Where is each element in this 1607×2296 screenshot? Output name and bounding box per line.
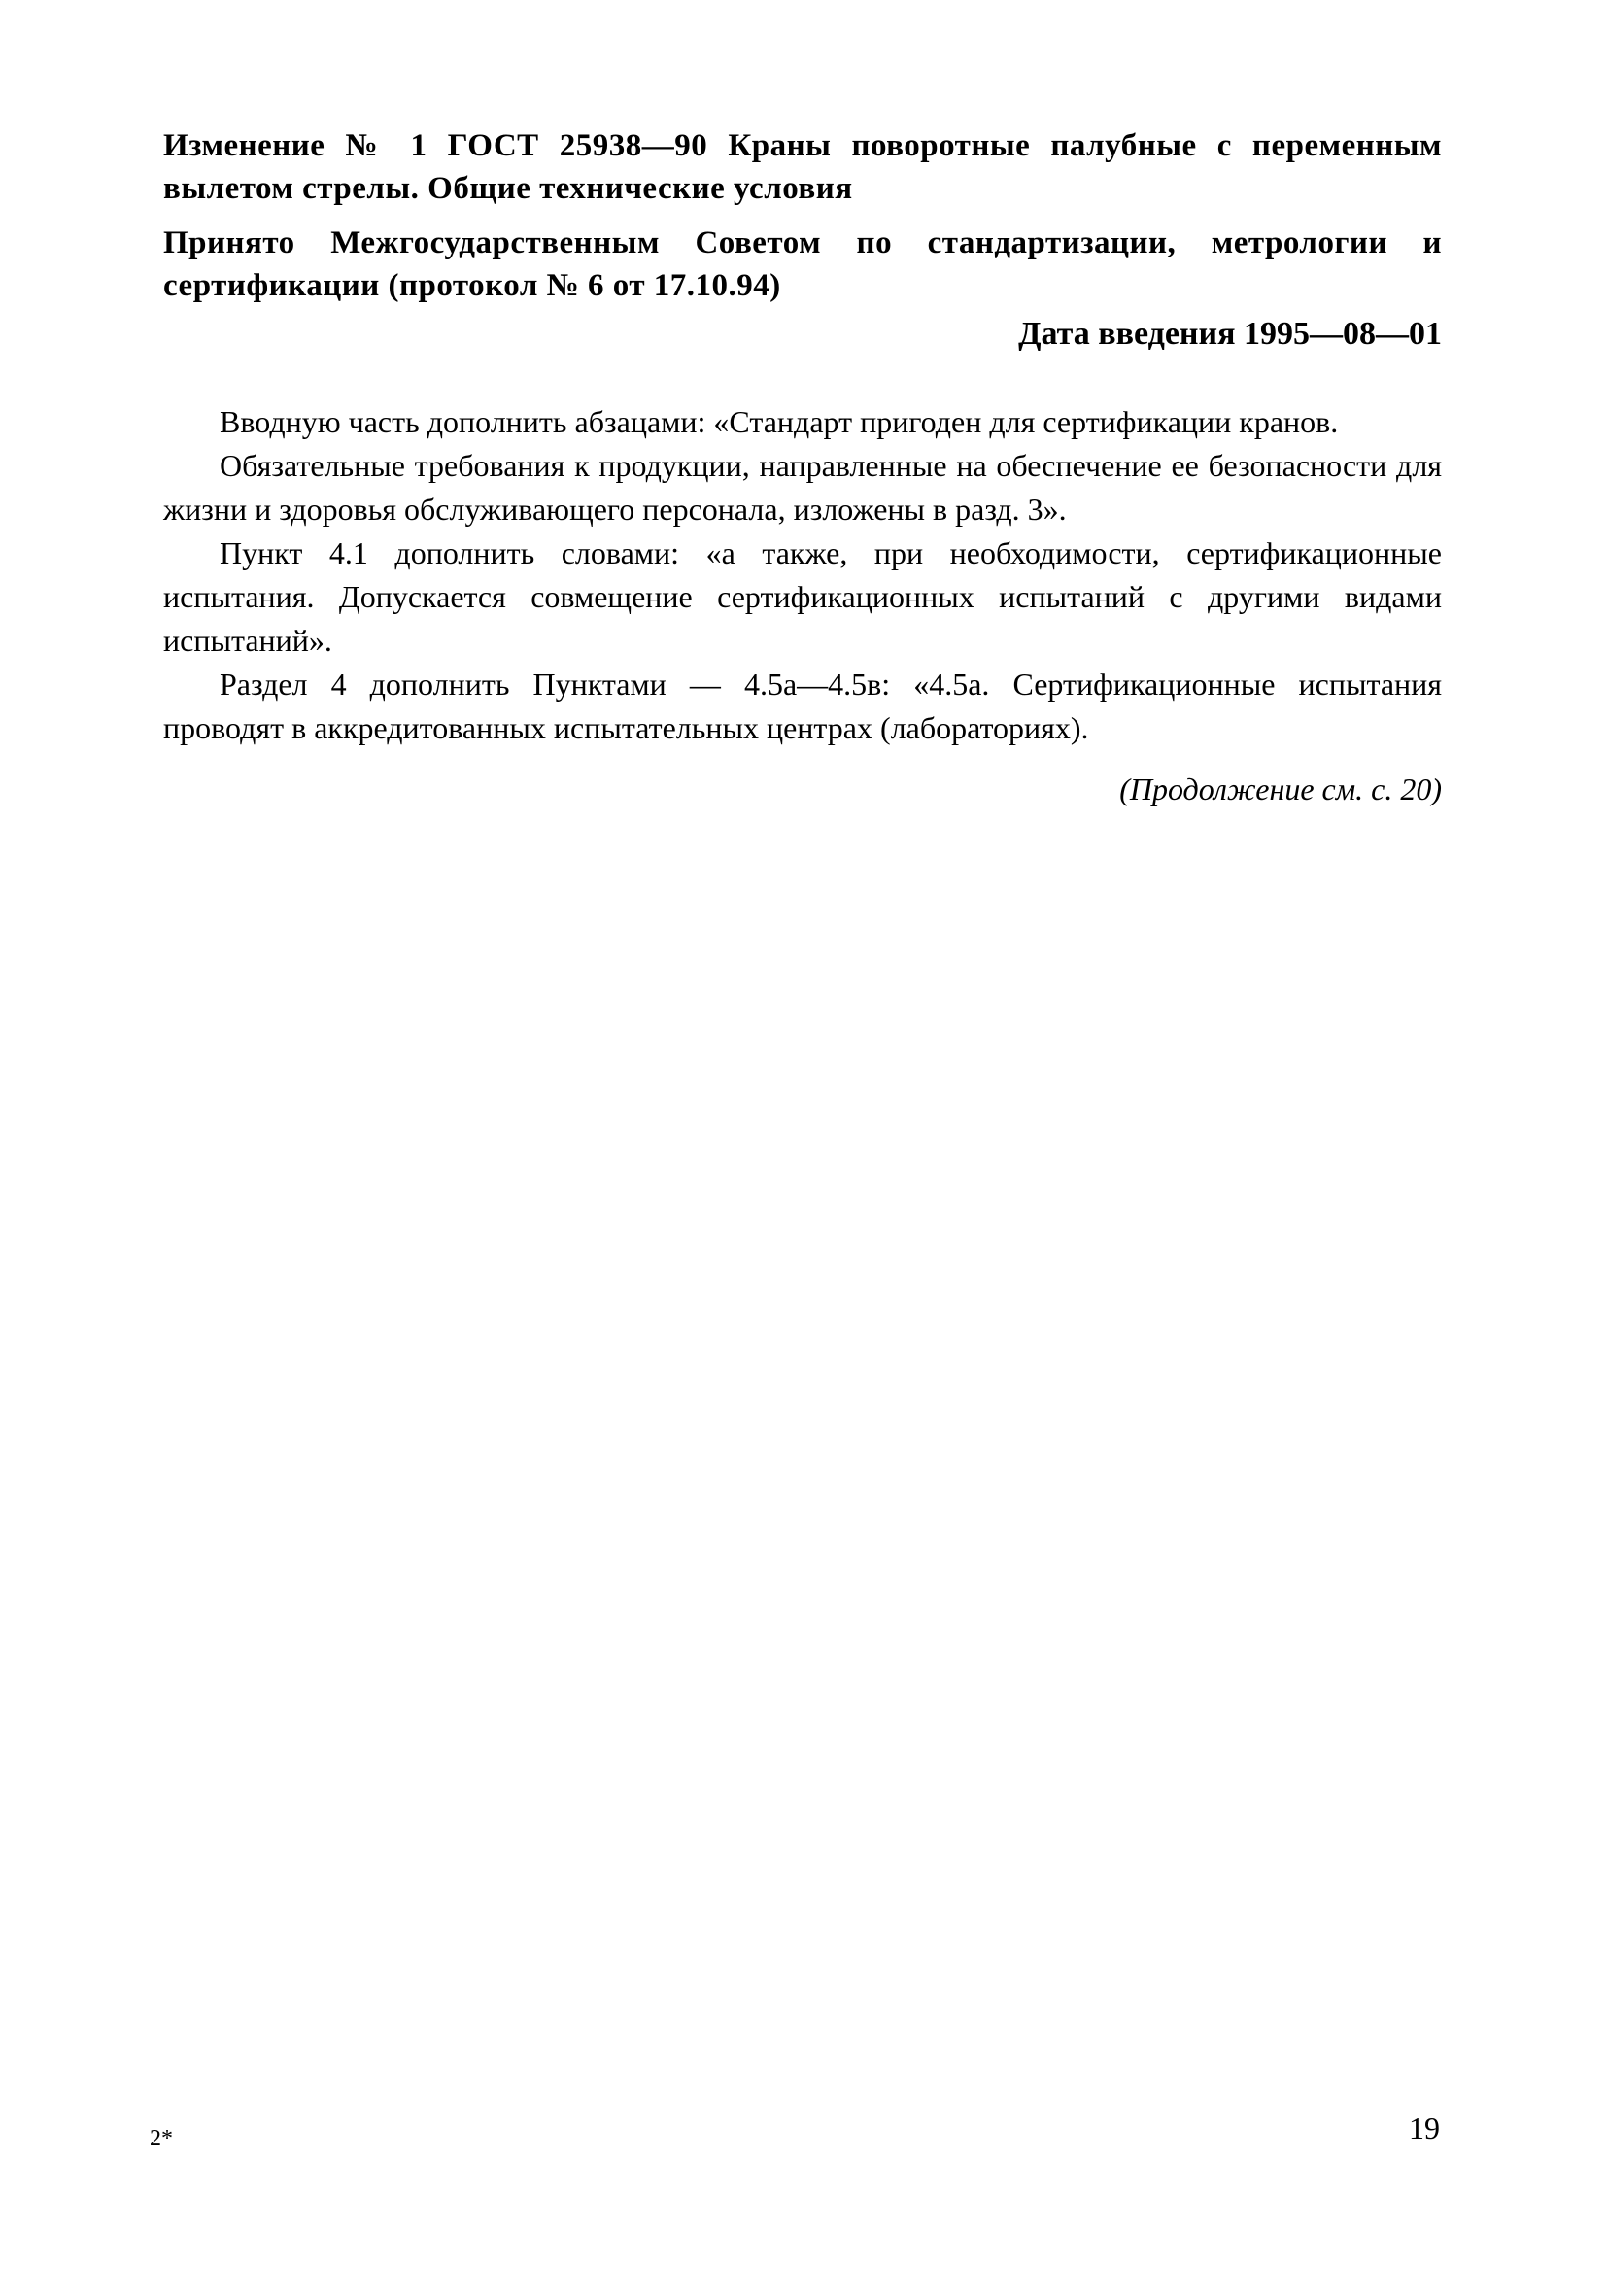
body-paragraph: Вводную часть дополнить абзацами: «Стандарт пригоден для сертификации кранов. (220, 404, 1339, 439)
acceptance-statement: Принято Межгосударственным Советом по стандартизации, метрологии и сертификации (протокол № 6 от 17.10.94) (163, 225, 1442, 303)
body-paragraph: Пункт 4.1 дополнить словами: «а также, при необходимости, сертификационные испытания. Допускается совмещение сертификационных испытаний с другими видами испытаний». (163, 535, 1442, 658)
page-content (163, 124, 1442, 807)
signature-mark: 2* (150, 2126, 173, 2151)
body-paragraph: Обязательные требования к продукции, направленные на обеспечение ее безопасности для жизни и здоровья обслуживающего персонала, изложены в разд. 3». (163, 448, 1442, 527)
continuation-note: (Продолжение см. с. 20) (1119, 771, 1442, 806)
document-body (163, 400, 1442, 750)
document-title: Изменение № 1 ГОСТ 25938—90 Краны поворотные палубные с переменным вылетом стрелы. Общие технические условия (163, 128, 1442, 206)
page-number: 19 (1409, 2110, 1440, 2145)
body-paragraph: Раздел 4 дополнить Пунктами — 4.5а—4.5в: «4.5а. Сертификационные испытания проводят в аккредитованных испытательных центрах (лабораториях). (163, 667, 1442, 745)
effective-date-line: Дата введения 1995—08—01 (1018, 316, 1442, 352)
